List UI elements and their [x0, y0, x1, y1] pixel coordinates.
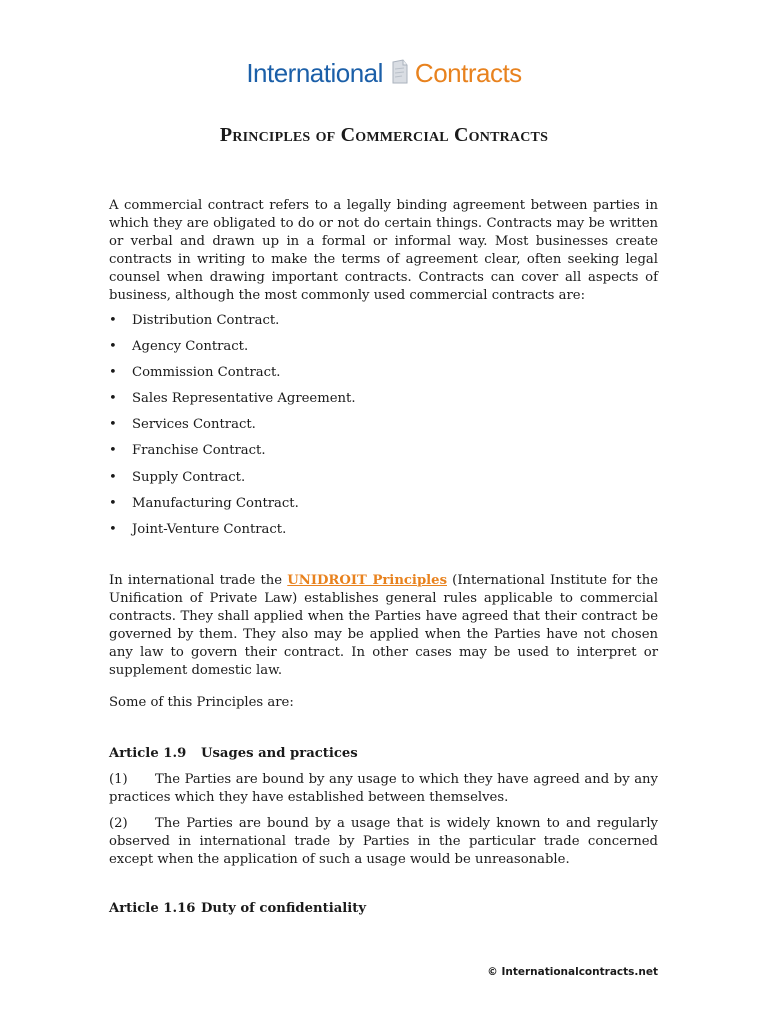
- paragraph-number: (1): [109, 772, 128, 787]
- paragraph-text: The Parties are bound by any usage to which they have agreed and by any practices which they have established between themselves.: [109, 772, 658, 805]
- list-item: [109, 495, 356, 521]
- document-icon: [391, 59, 409, 92]
- list-item-label: Manufacturing Contract.: [132, 495, 299, 511]
- page-title: Principles of Commercial Contracts: [219, 124, 549, 146]
- article-number: Article 1.9: [109, 746, 187, 761]
- list-item: [109, 364, 356, 390]
- article-1-9-paragraph-2: [109, 815, 658, 869]
- bullet-icon: •: [109, 443, 117, 459]
- list-item: [109, 390, 356, 416]
- article-number: Article 1.16: [109, 901, 196, 916]
- bullet-icon: •: [109, 417, 117, 433]
- company-logo: [0, 58, 768, 92]
- list-item: [109, 338, 356, 364]
- unidroit-paragraph: [109, 572, 658, 680]
- article-1-9-paragraph-1: [109, 771, 658, 807]
- list-item-label: Sales Representative Agreement.: [132, 391, 356, 407]
- list-item-label: Franchise Contract.: [132, 443, 266, 459]
- article-1-9-heading: [109, 746, 358, 761]
- list-item-label: Supply Contract.: [132, 469, 246, 485]
- unidroit-text-before: In international trade the: [109, 573, 288, 588]
- list-item-label: Distribution Contract.: [132, 313, 280, 328]
- list-item: [109, 416, 356, 442]
- article-title: Duty of confidentiality: [201, 901, 367, 916]
- list-item: [109, 469, 356, 495]
- list-item-label: Joint-Venture Contract.: [132, 521, 287, 537]
- bullet-icon: •: [109, 521, 117, 537]
- list-item-label: Agency Contract.: [132, 339, 249, 355]
- logo-word-international: International: [246, 58, 383, 88]
- list-item: [109, 442, 356, 468]
- principles-intro: Some of this Principles are:: [109, 695, 294, 710]
- list-item: [109, 521, 356, 547]
- footer-copyright: © Internationalcontracts.net: [487, 966, 658, 978]
- bullet-icon: •: [109, 391, 117, 407]
- bullet-icon: •: [109, 495, 117, 511]
- bullet-icon: •: [109, 365, 117, 381]
- article-title: Usages and practices: [201, 746, 358, 761]
- paragraph-number: (2): [109, 816, 128, 831]
- intro-paragraph: A commercial contract refers to a legally binding agreement between parties in which they are obligated to do or not do certain things. Contracts may be written or verbal and drawn up in a formal or informal way. Most businesses create contracts in writing to make the terms of agreement clear, often seeking legal counsel when drawing important contracts. Contracts can cover all aspects of business, although the most commonly used commercial contracts are:: [109, 198, 658, 303]
- bullet-icon: •: [109, 313, 117, 328]
- article-1-16-heading: [109, 901, 366, 916]
- list-item-label: Commission Contract.: [132, 365, 281, 381]
- contract-types-list: [109, 312, 356, 547]
- logo-word-contracts: Contracts: [414, 58, 522, 88]
- bullet-icon: •: [109, 339, 117, 355]
- paragraph-text: The Parties are bound by a usage that is widely known to and regularly observed in international trade by Parties in the particular trade concerned except when the application of such a usage would be unreasonable.: [109, 816, 658, 867]
- list-item: [109, 312, 356, 338]
- unidroit-principles-link[interactable]: UNIDROIT Principles: [287, 573, 447, 588]
- unidroit-text-after: (International Institute for the Unification of Private Law) establishes general rules applicable to commercial contracts. They shall applied when the Parties have agreed that their contract be governed by them. They also may be applied when the Parties have not chosen any law to govern their contract. In other cases may be used to interpret or supplement domestic law.: [109, 573, 658, 678]
- bullet-icon: •: [109, 469, 117, 485]
- list-item-label: Services Contract.: [132, 417, 256, 433]
